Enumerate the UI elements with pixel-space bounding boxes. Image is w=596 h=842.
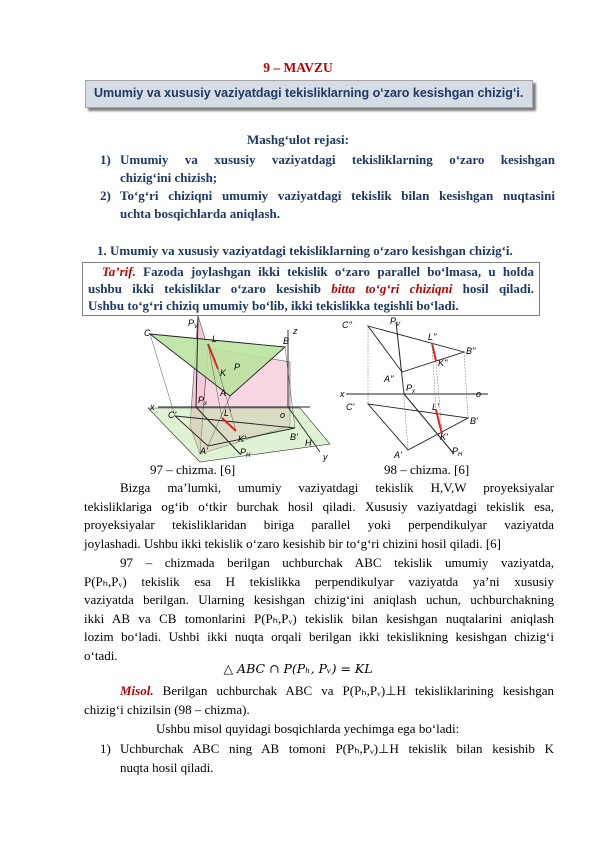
page-title: 9 – MAVZU — [263, 60, 333, 75]
text-line: Uchburchak ABC ning AB tomoni P(Pₕ,Pᵥ)⊥H tekislik bilan kesishib K — [120, 741, 554, 756]
text-line: joylashadi. Ushbu ikki tekislik o‘zaro kesishib bir to‘g‘ri chizini hosil qiladi. [6] — [84, 535, 502, 551]
text-line: ikki AB va CB tomonlarini P(Pₕ,Pᵥ) tekislik bilan kesishgan nuqtalarini aniqlash — [84, 610, 554, 626]
paragraph-2 — [84, 554, 554, 666]
label-z: z — [293, 326, 298, 336]
label-c-prime: C' — [346, 402, 355, 412]
plan-item-2 — [100, 187, 555, 223]
steps-intro: Ushbu misol quyidagi bosqichlarda yechimga ega bo‘ladi: — [156, 721, 460, 736]
plan-item-text: To‘g‘ri chiziqni umumiy vaziyatdagi tekislik bilan kesishgan nuqtasini — [120, 188, 555, 203]
projectors — [368, 326, 468, 450]
text-line: P(Pₕ,Pᵥ) tekislik esa H tekislikka perpendikulyar vaziyatda ya’ni xususiy — [84, 573, 554, 589]
trace-pv — [396, 322, 404, 394]
text-line: vaziyatda berilgan. Ularning kesishgan chizig‘ini aniqlash uchun, uchburchakning — [84, 592, 554, 608]
label-l-prime: L' — [432, 402, 439, 412]
trace-ph — [404, 394, 454, 454]
label-h: H — [305, 438, 312, 448]
topic-banner — [85, 80, 533, 108]
label-x: x — [340, 389, 345, 399]
label-px: $P_x$ — [406, 383, 416, 395]
label-k-double-prime: K'' — [438, 358, 448, 368]
label-o: o — [280, 410, 286, 420]
definition-text: ushbu ikki tekisliklar o‘zaro kesishib — [88, 281, 332, 296]
definition-box — [82, 262, 540, 316]
figure-97-caption: 97 – chizma. [6] — [150, 462, 236, 477]
label-a-prime: A' — [200, 446, 208, 456]
label-a: A — [220, 388, 227, 398]
definition-highlight: bitta to‘g‘ri chiziqni — [331, 281, 453, 296]
text-line — [84, 682, 554, 701]
label-b: B — [283, 336, 290, 346]
plan-item-number: 2) — [100, 188, 111, 203]
paragraph-1 — [84, 479, 554, 553]
label-a-prime: A' — [394, 450, 402, 460]
definition-line-1 — [88, 263, 534, 280]
definition-term: Ta’rif. — [102, 264, 136, 279]
figure-98-caption: 98 – chizma. [6] — [384, 462, 470, 477]
label-k-prime: K' — [238, 434, 246, 444]
label-c-prime: C' — [168, 410, 177, 420]
text-line: lozim bo‘ladi. Ushbi ikki nuqta orqali berilgan ikki tekislikning kesishgan chizig‘i — [84, 629, 554, 645]
plan-item-1 — [100, 151, 555, 187]
definition-line-3: Ushbu to‘g‘ri chiziq umumiy bo‘lib, ikki tekislikka tegishli bo‘ladi. — [88, 298, 459, 313]
label-b-prime: B' — [470, 416, 478, 426]
definition-text: Fazoda joylashgan ikki tekislik o‘zaro parallel bo‘lmasa, u holda — [143, 264, 535, 279]
topic-banner-text: Umumiy va xususiy vaziyatdagi tekisliklarning o‘zaro kesishgan chizig‘i. — [94, 86, 524, 100]
label-pv: $P_V$ — [188, 318, 199, 330]
text-line: chizig‘i chizilsin (98 – chizma). — [84, 701, 250, 717]
label-l: L — [212, 334, 218, 344]
step-1 — [100, 740, 554, 777]
plan-title: Mashg‘ulot rejasi: — [247, 132, 349, 147]
text-line: tekisliklariga og‘ib o‘tkir burchak hosil qiladi. Xususiy vaziyatdagi tekislik esa, — [84, 498, 554, 514]
label-b-double-prime: B'' — [466, 346, 476, 356]
label-ph: $P_H$ — [240, 447, 251, 459]
formula: △ ABC ∩ P(Pₕ, Pᵥ) = KL — [223, 661, 373, 676]
label-b-prime: B' — [290, 432, 298, 442]
text-line: nuqta hosil qiladi. — [120, 759, 214, 775]
example-text: Berilgan uchburchak ABC va P(Pₕ,Pᵥ)⊥H tekisliklarining kesishgan — [153, 683, 554, 698]
step-number: 1) — [100, 741, 111, 756]
figure-97 — [140, 314, 340, 464]
plan-item-number: 1) — [100, 152, 111, 167]
triangle-abc-frontal — [368, 326, 464, 372]
label-x: x — [150, 402, 155, 412]
definition-text: hosil qiladi. — [452, 281, 534, 296]
text-line: proyeksiyalar tekisliklaridan biriga parallel yoki perpendikulyar vaziyatda — [84, 517, 554, 533]
label-pv: $P_V$ — [390, 316, 401, 328]
text-line: o‘tadi. — [84, 647, 118, 663]
plan-item-text: Umumiy va xususiy vaziyatdagi tekisliklarning o‘zaro kesishgan — [120, 152, 555, 167]
text-line: 97 – chizmada berilgan uchburchak ABC tekislik umumiy vaziyatda, — [120, 555, 554, 570]
plan-item-text: uchta bosqichlarda aniqlash. — [120, 206, 281, 221]
label-p: P — [234, 362, 241, 372]
label-k-prime: K' — [440, 432, 448, 442]
definition-line-2 — [88, 280, 534, 297]
label-c: C — [144, 328, 151, 338]
label-l-double-prime: L'' — [428, 332, 437, 342]
label-y: y — [323, 452, 328, 462]
label-c-double-prime: C'' — [342, 320, 352, 330]
example — [84, 682, 554, 719]
figure-98 — [336, 314, 496, 462]
section-heading: 1. Umumiy va xususiy vaziyatdagi tekisliklarning o‘zaro kesishgan chizig‘i. — [97, 243, 513, 258]
label-l-prime: L' — [224, 408, 231, 418]
label-k: K — [220, 368, 227, 378]
label-px: $P_x$ — [198, 395, 208, 407]
label-o: o — [476, 389, 482, 399]
example-label: Misol. — [120, 683, 154, 698]
label-a-double-prime: A'' — [384, 374, 394, 384]
plan-item-text: chizig‘ini chizish; — [120, 170, 218, 185]
label-ph: $P_H$ — [452, 446, 463, 458]
text-line: Bizga ma’lumki, umumiy vaziyatdagi tekislik H,V,W proyeksiyalar — [120, 480, 554, 495]
